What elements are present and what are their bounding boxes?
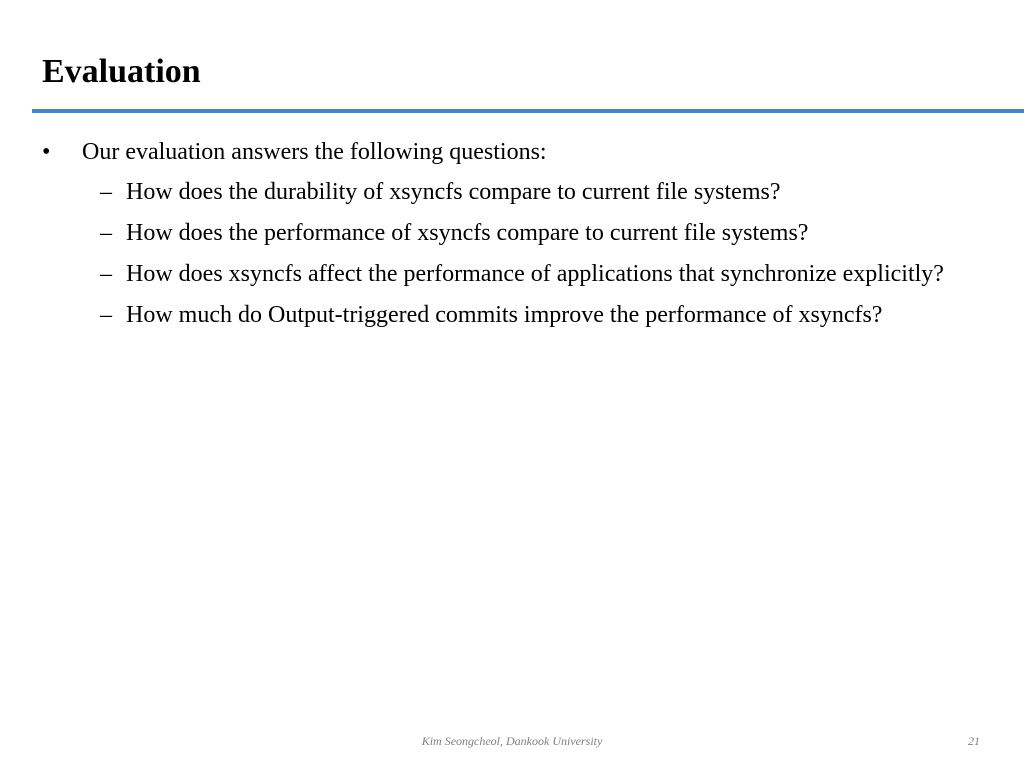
sub-bullet-text: How does xsyncfs affect the performance of applications that synchronize explicitly? — [126, 261, 944, 287]
bullet-marker: • — [42, 139, 51, 165]
title-divider — [32, 109, 1024, 113]
sub-bullet-item — [0, 298, 1024, 333]
sub-bullet-item — [0, 257, 1024, 292]
dash-marker: – — [100, 179, 112, 205]
bullet-text: Our evaluation answers the following questions: — [82, 139, 547, 165]
dash-marker: – — [100, 302, 112, 328]
page-number: 21 — [968, 734, 980, 748]
slide-title: Evaluation — [42, 53, 201, 90]
footer-author: Kim Seongcheol, Dankook University — [421, 734, 603, 748]
slide-content — [0, 134, 1024, 339]
sub-bullet-text: How does the durability of xsyncfs compare to current file systems? — [126, 179, 781, 205]
dash-marker: – — [100, 261, 112, 287]
sub-bullet-text: How much do Output-triggered commits improve the performance of xsyncfs? — [126, 302, 883, 328]
sub-bullet-item — [0, 216, 1024, 251]
sub-bullet-item — [0, 175, 1024, 210]
sub-bullet-text: How does the performance of xsyncfs compare to current file systems? — [126, 220, 809, 246]
dash-marker: – — [100, 220, 112, 246]
bullet-item — [0, 134, 1024, 170]
